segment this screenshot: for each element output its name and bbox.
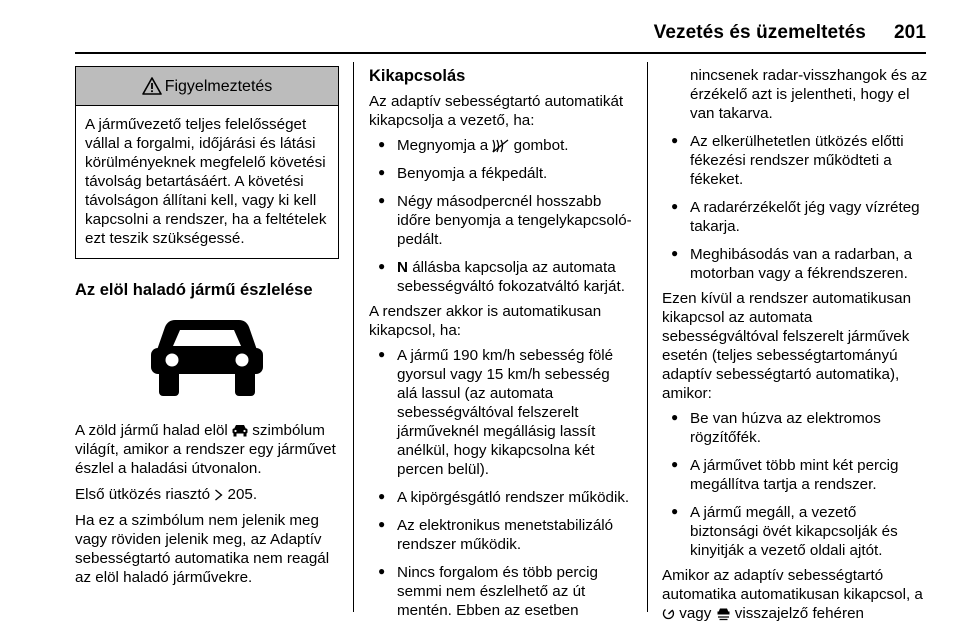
- page-header: [654, 22, 926, 44]
- list-item: ● Az elkerülhetetlen ütközés előtti fékezési rendszer működteti a fékeket.: [662, 132, 928, 189]
- list-item: ● A jármű megáll, a vezető biztonsági övét kikapcsolják és kinyitják a vezető oldali ajtót.: [662, 503, 928, 560]
- paragraph: Ezen kívül a rendszer automatikusan kikapcsol az automata sebességváltóval felszerelt járművek esetén (teljes sebességtartományú adaptív sebességtartó automatika), amikor:: [662, 290, 912, 402]
- cruise-control-indicator-icon: [662, 607, 675, 621]
- list-item: ● Benyomja a fékpedált.: [369, 164, 632, 183]
- column-1: [75, 62, 339, 587]
- list-item: ● Nincs forgalom és több percig semmi nem észlelhető az út mentén. Ebben az esetben: [369, 563, 632, 620]
- list-item: ● A jármű 190 km/h sebesség fölé gyorsul vagy 15 km/h sebesség alá lassul (az automata sebességváltóval felszerelt járműveknél megállásig lassít anélkül, hogy kikapcsolna két percen belül).: [369, 346, 632, 479]
- vehicle-ahead-icon: [147, 312, 267, 398]
- vehicle-ahead-symbol-icon: [232, 424, 248, 437]
- bullet-list: [369, 136, 632, 296]
- list-item-continuation: nincsenek radar-visszhangok és az érzékelő azt is jelentheti, hogy el van takarva.: [690, 67, 928, 122]
- warning-triangle-icon: [142, 77, 162, 95]
- paragraph: Első ütközés riasztó 205.: [75, 486, 258, 503]
- bullet-list: [369, 346, 632, 620]
- list-item: ● Az elektronikus menetstabilizáló rendszer működik.: [369, 516, 632, 554]
- column-divider: [353, 62, 354, 612]
- section-heading: Az elöl haladó jármű észlelése: [75, 281, 313, 299]
- warning-header: [76, 67, 338, 106]
- list-item: ● Megnyomja a gombot.: [369, 136, 632, 155]
- vehicle-ahead-figure: [75, 312, 339, 398]
- list-item: ● Be van húzva az elektromos rögzítőfék.: [662, 409, 928, 447]
- section-heading: Kikapcsolás: [369, 67, 466, 85]
- list-item: ● Meghibásodás van a radarban, a motorban vagy a fékrendszeren.: [662, 245, 928, 283]
- page-reference-arrow-icon: [214, 489, 223, 501]
- bullet-list: [662, 409, 928, 560]
- column-3: [662, 62, 928, 623]
- column-divider: [647, 62, 648, 612]
- list-item: ● A radarérzékelőt jég vagy vízréteg takarja.: [662, 198, 928, 236]
- cruise-control-off-button-icon: [492, 139, 509, 153]
- bullet-list: [662, 132, 928, 283]
- adaptive-cruise-indicator-icon: [716, 607, 731, 621]
- paragraph: Amikor az adaptív sebességtartó automatika automatikusan kikapcsol, a vagy visszajelző fehéren: [662, 567, 923, 622]
- page-reference-link[interactable]: 205.: [227, 486, 258, 503]
- paragraph: Ha ez a szimbólum nem jelenik meg vagy röviden jelenik meg, az Adaptív sebességtartó automatika nem reagál az elöl haladó járművekre.: [75, 512, 330, 586]
- paragraph: Az adaptív sebességtartó automatikát kikapcsolja a vezető, ha:: [369, 93, 624, 129]
- column-2: [369, 62, 632, 620]
- chapter-title: Vezetés és üzemeltetés: [653, 22, 866, 43]
- page-number: 201: [893, 22, 926, 43]
- paragraph: A zöld jármű halad elöl szimbólum világít, amikor a rendszer egy járművet észlel a haladási útvonalon.: [75, 422, 336, 477]
- list-item: ● A járművet több mint két percig megállítva tartja a rendszer.: [662, 456, 928, 494]
- warning-box: [75, 66, 339, 259]
- list-item: ● N állásba kapcsolja az automata sebességváltó fokozatváltó karját.: [369, 258, 632, 296]
- header-rule: [75, 52, 926, 54]
- list-item: ● A kipörgésgátló rendszer működik.: [369, 488, 632, 507]
- list-item: ● Négy másodpercnél hosszabb időre benyomja a tengelykapcsoló-pedált.: [369, 192, 632, 249]
- warning-text: A járművezető teljes felelősséget vállal a forgalmi, időjárási és látási körülményeknek megfelelő követési távolság betartásáért. A követési távolságon állítani kell, vagy ki kell kapcsolni a rendszer, ha a feltételek ezt teszik szükségessé.: [85, 116, 327, 247]
- paragraph: A rendszer akkor is automatikusan kikapcsol, ha:: [369, 303, 602, 339]
- warning-title: Figyelmeztetés: [164, 77, 273, 95]
